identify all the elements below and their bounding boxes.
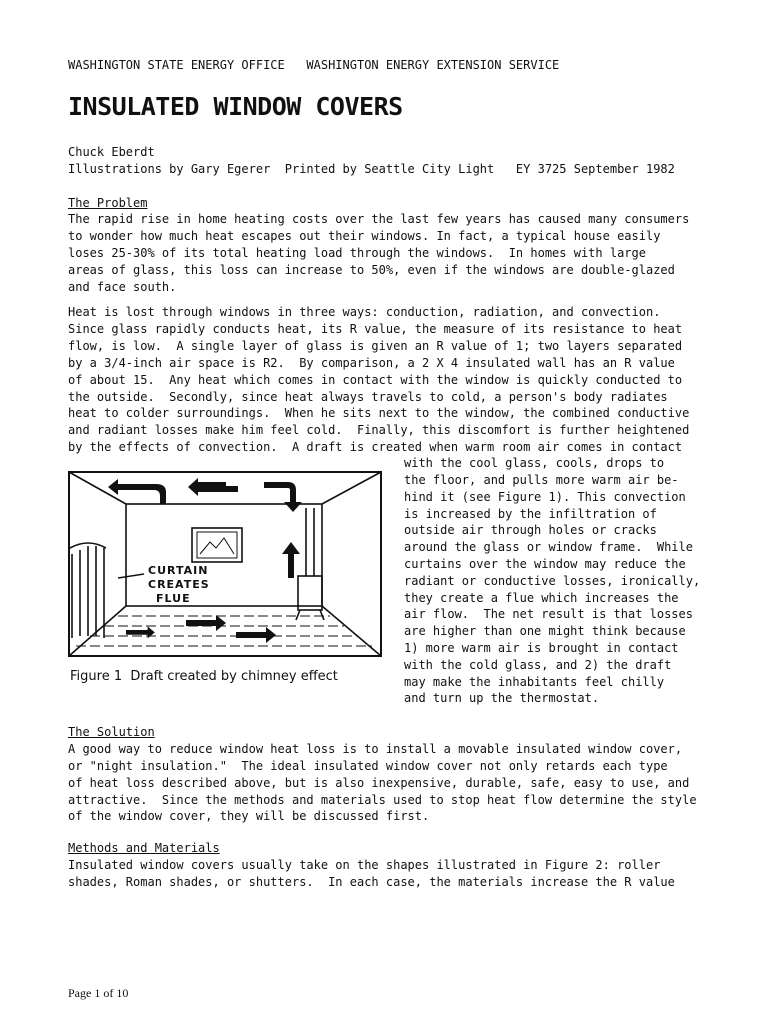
- paragraph-line: of the window cover, they will be discussed first.: [68, 809, 430, 823]
- paragraph-line: may make the inhabitants feel chilly: [404, 675, 665, 689]
- paragraph-line: with the cold glass, and 2) the draft: [404, 658, 672, 672]
- figure-label-line-3: FLUE: [156, 592, 191, 605]
- paragraph-line: is increased by the infiltration of: [404, 507, 657, 521]
- figure-label-line-2: CREATES: [148, 578, 210, 591]
- paragraph-line: around the glass or window frame. While: [404, 540, 693, 554]
- credits-line: Illustrations by Gary Egerer Printed by Seattle City Light EY 3725 September 1982: [68, 162, 675, 176]
- paragraph-line: 1) more warm air is brought in contact: [404, 641, 679, 655]
- paragraph-line: curtains over the window may reduce the: [404, 557, 686, 571]
- paragraph-line: to wonder how much heat escapes out their windows. In fact, a typical house easily: [68, 229, 661, 243]
- room-outline: [69, 472, 381, 656]
- figure-label-line-1: CURTAIN: [148, 564, 209, 577]
- paragraph-line: air flow. The net result is that losses: [404, 607, 693, 621]
- paragraph-line: the outside. Secondly, since heat always travels to cold, a person's body radiates: [68, 390, 668, 404]
- document-title: INSULATED WINDOW COVERS: [68, 92, 403, 121]
- section-heading-methods: Methods and Materials: [68, 841, 220, 855]
- paragraph-line: and radiant losses make him feel cold. Finally, this discomfort is further heightened: [68, 423, 690, 437]
- paragraph-line: flow, is low. A single layer of glass is given an R value of 1; two layers separated: [68, 339, 683, 353]
- author: Chuck Eberdt: [68, 145, 155, 159]
- paragraph-line: by the effects of convection. A draft is created when warm room air comes in contact: [68, 440, 683, 454]
- paragraph-line: heat to colder surroundings. When he sits next to the window, the combined conductive: [68, 406, 690, 420]
- paragraph-line: they create a flue which increases the: [404, 591, 679, 605]
- paragraph-line: with the cool glass, cools, drops to: [404, 456, 665, 470]
- picture-frame: [192, 528, 242, 562]
- org-header: WASHINGTON STATE ENERGY OFFICE WASHINGTON ENERGY EXTENSION SERVICE: [68, 58, 560, 72]
- paragraph-line: Insulated window covers usually take on the shapes illustrated in Figure 2: roller: [68, 858, 661, 872]
- curtain: [72, 546, 104, 638]
- paragraph-line: attractive. Since the methods and materials used to stop heat flow determine the style: [68, 793, 697, 807]
- paragraph-line: The rapid rise in home heating costs over the last few years has caused many consumers: [68, 212, 690, 226]
- paragraph-line: are higher than one might think because: [404, 624, 686, 638]
- paragraph-line: or "night insulation." The ideal insulated window cover not only retards each type: [68, 759, 668, 773]
- paragraph-line: Since glass rapidly conducts heat, its R value, the measure of its resistance to heat: [68, 322, 683, 336]
- paragraph-line: the floor, and pulls more warm air be-: [404, 473, 679, 487]
- stove: [298, 576, 322, 610]
- paragraph-line: radiant or conductive losses, ironically,: [404, 574, 701, 588]
- section-heading-problem: The Problem: [68, 196, 148, 210]
- section-heading-solution: The Solution: [68, 725, 155, 739]
- paragraph-line: A good way to reduce window heat loss is to install a movable insulated window cover,: [68, 742, 683, 756]
- paragraph-line: hind it (see Figure 1). This convection: [404, 490, 686, 504]
- figure-caption: Figure 1 Draft created by chimney effect: [70, 669, 338, 684]
- paragraph-line: of heat loss described above, but is also inexpensive, durable, safe, easy to use, and: [68, 776, 690, 790]
- page-number: Page 1 of 10: [68, 986, 129, 1000]
- paragraph-line: by a 3/4-inch air space is R2. By comparison, a 2 X 4 insulated wall has an R value: [68, 356, 675, 370]
- paragraph-line: shades, Roman shades, or shutters. In each case, the materials increase the R value: [68, 875, 675, 889]
- paragraph-line: and turn up the thermostat.: [404, 691, 600, 705]
- paragraph-line: Heat is lost through windows in three ways: conduction, radiation, and convection.: [68, 305, 661, 319]
- paragraph-line: of about 15. Any heat which comes in contact with the window is quickly conducted to: [68, 373, 683, 387]
- paragraph-line: areas of glass, this loss can increase to 50%, even if the windows are double-glazed: [68, 263, 675, 277]
- paragraph-line: and face south.: [68, 280, 177, 294]
- figure-1-illustration: [66, 468, 384, 662]
- paragraph-line: loses 25-30% of its total heating load through the windows. In homes with large: [68, 246, 646, 260]
- paragraph-line: outside air through holes or cracks: [404, 523, 657, 537]
